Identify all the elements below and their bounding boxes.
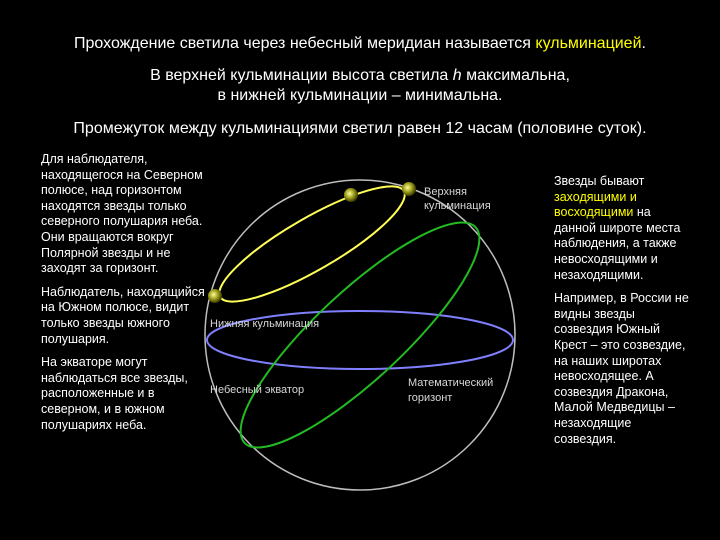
- horizon-label-line1: Математический: [408, 377, 494, 389]
- lower-culmination-label: Нижняя кульминация: [210, 318, 320, 330]
- headline-altitude-end: максимальна,: [461, 67, 570, 84]
- celestial-equator-label: Небесный экватор: [210, 384, 305, 396]
- highlight-culmination: кульминацией: [535, 35, 642, 52]
- headline-altitude-text: В верхней кульминации высота светила: [150, 67, 453, 84]
- headline-period: .: [641, 35, 646, 52]
- horizon-label-line2: горизонт: [408, 392, 453, 404]
- highlight-rising-setting: заходящими и восходящими: [554, 189, 637, 220]
- altitude-variable: h: [452, 67, 462, 84]
- upper-culmination-label-line1: Верхняя: [424, 186, 467, 198]
- left-paragraph-south-pole: Наблюдатель, находящийся на Южном полюсе, видит только звезды южного полушария.: [41, 284, 205, 346]
- celestial-equator-ellipse: [214, 195, 505, 475]
- star-lower-culmination-icon: [208, 289, 222, 303]
- right-text-post: на данной широте места наблюдения, а также невосходящими и незаходящими.: [554, 205, 681, 282]
- headline-lower-culmination: в нижней кульминации – минимальна.: [217, 87, 503, 104]
- headline-interval: Промежуток между кульминациями светил равен 12 часам (половине суток).: [73, 120, 647, 137]
- upper-culmination-label-line2: кульминация: [424, 200, 491, 212]
- left-paragraph-north-pole: Для наблюдателя, находящегося на Северном полюсе, над горизонтом находятся звезды только северного полушария неба. Они вращаются вокруг Полярной звезды и не заходят за горизонт.: [41, 152, 203, 276]
- star-upper-culmination-icon: [402, 182, 416, 196]
- right-paragraph-example: Например, в России не видны звезды созвездия Южный Крест – это созвездие, на наших широтах невосходящее. А созвездия Дракона, Малой Медведицы – незаходящие созвездия.: [554, 291, 689, 446]
- star-intermediate-icon: [344, 188, 358, 202]
- left-paragraph-equator: На экваторе могут наблюдаться все звезды, расположенные и в северном, и в южном полушариях неба.: [41, 355, 188, 432]
- right-text-pre: Звезды бывают: [554, 174, 645, 188]
- mathematical-horizon-label: [408, 377, 496, 404]
- star-diurnal-path-ellipse: [207, 168, 417, 319]
- headline-text: Прохождение светила через небесный меридиан называется: [74, 35, 536, 52]
- celestial-sphere-outline: [205, 180, 515, 490]
